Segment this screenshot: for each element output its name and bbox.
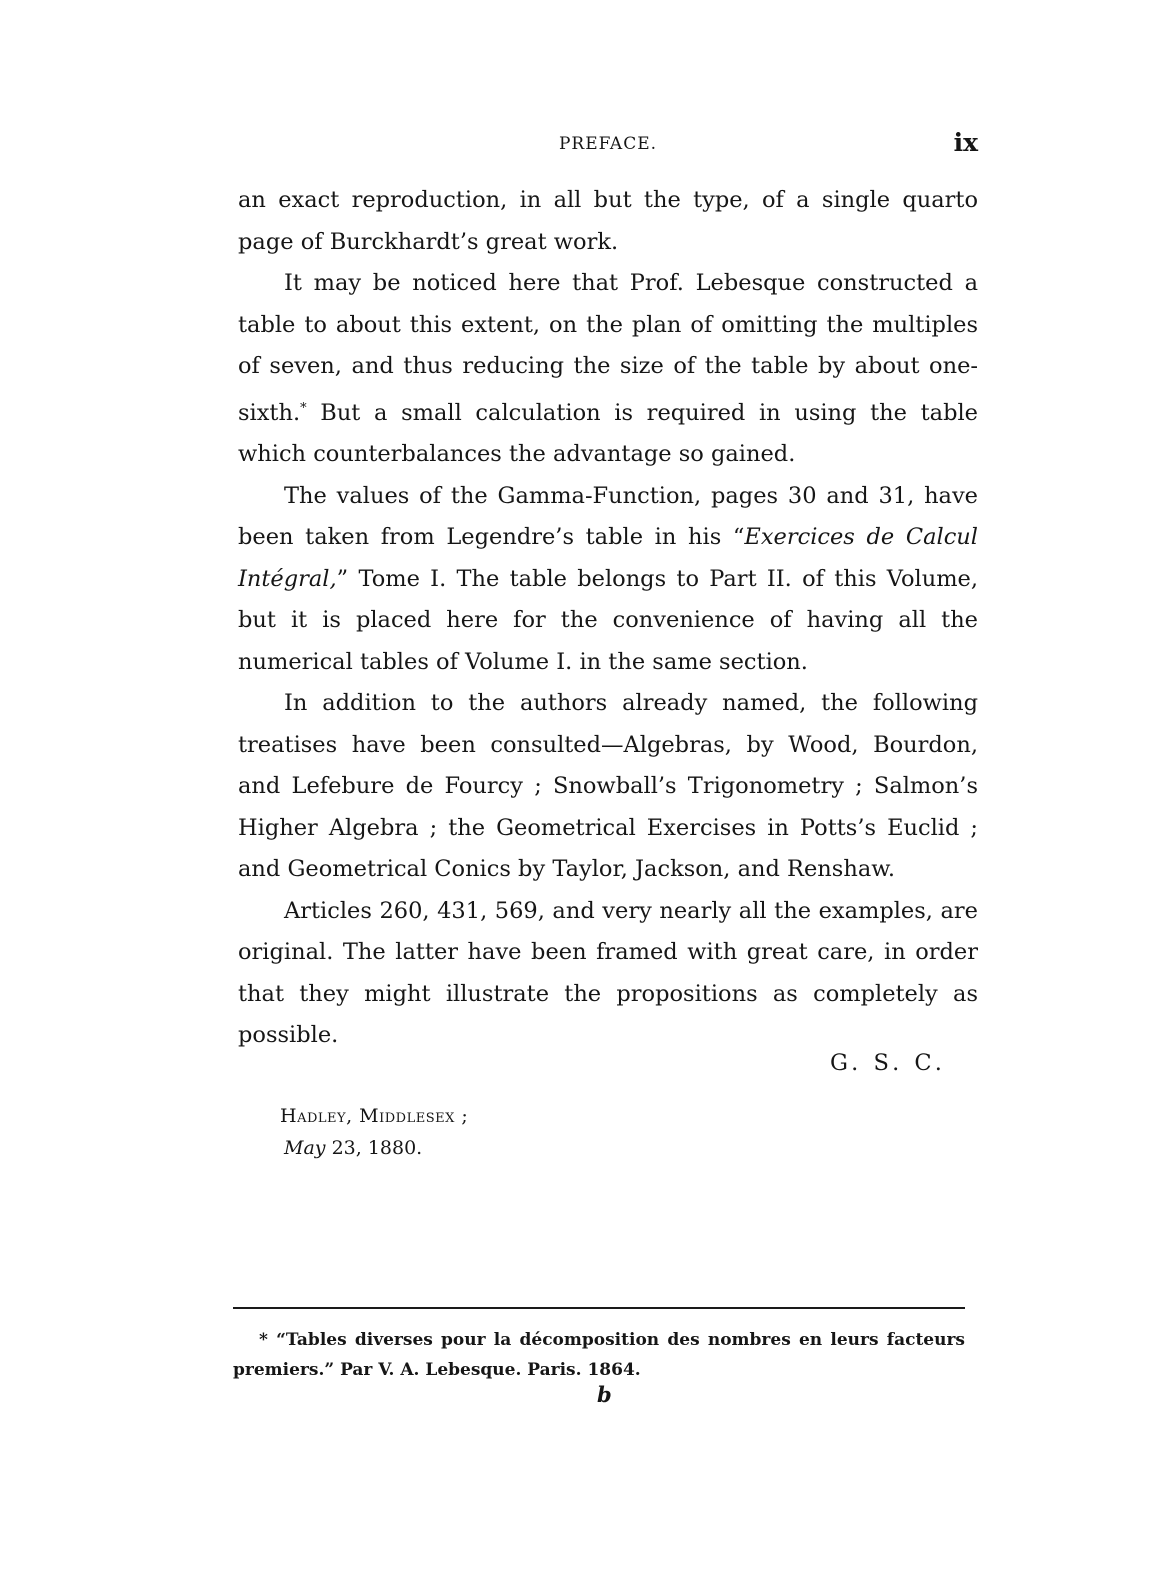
author-initials: G. S. C. xyxy=(830,1050,946,1076)
paragraph-3-part-a: The values of the Gamma-Function, pages 30 and 31, have been taken from Legendre’s table in his “ xyxy=(238,482,978,550)
footnote-text xyxy=(233,1325,965,1385)
paragraph-2-part-a: It may be noticed here that Prof. Lebesque constructed a table to about this extent, on the plan of omitting the multiples of seven, and thus reducing the size of the table by about one-sixth. xyxy=(238,270,978,426)
printer-signature-mark: b xyxy=(597,1382,612,1407)
date-line xyxy=(280,1132,468,1164)
running-head xyxy=(238,130,978,160)
page-number: ix xyxy=(953,128,978,157)
place-line: Hadley, Middlesex ; xyxy=(280,1105,469,1127)
paragraph-2 xyxy=(238,263,978,476)
paragraph-2-part-b: But a small calculation is required in using the table which counterbalances the advantage so gained. xyxy=(238,399,978,467)
footnote-body: “Tables diverses pour la décomposition des nombres en leurs facteurs premiers.” Par V. A. Lebesque. Paris. 1864. xyxy=(233,1330,965,1380)
date-rest: 23, 1880. xyxy=(325,1137,423,1159)
footnote xyxy=(233,1325,965,1385)
footnote-reference-mark: * xyxy=(300,400,307,416)
book-title-italic: Exercices de Calcul Intégral, xyxy=(238,524,978,592)
paragraph-3 xyxy=(238,476,978,684)
paragraph-5: Articles 260, 431, 569, and very nearly all the examples, are original. The latter have been framed with great care, in order that they might illustrate the propositions as completely as possible. xyxy=(238,897,978,1048)
running-head-title: PREFACE. xyxy=(558,134,658,154)
preface-body xyxy=(238,180,978,1057)
paragraph-4: In addition to the authors already named, the following treatises have been consulted—Algebras, by Wood, Bourdon, and Lefebure de Fourcy ; Snowball’s Trigonometry ; Salmon’s Higher Algebra ; the Geometrical Exercises in Potts’s Euclid ; and Geometrical Conics by Taylor, Jackson, and Renshaw. xyxy=(238,690,978,882)
footnote-mark: * xyxy=(259,1330,268,1350)
paragraph-3-part-b: ” Tome I. The table belongs to Part II. of this Volume, but it is placed here for the convenience of having all the numerical tables of Volume I. in the same section. xyxy=(238,565,978,675)
footnote-divider xyxy=(233,1307,965,1309)
place-date-block xyxy=(280,1100,468,1164)
date-month: May xyxy=(284,1137,326,1159)
paragraph-1: an exact reproduction, in all but the type, of a single quarto page of Burckhardt’s great work. xyxy=(238,187,978,255)
